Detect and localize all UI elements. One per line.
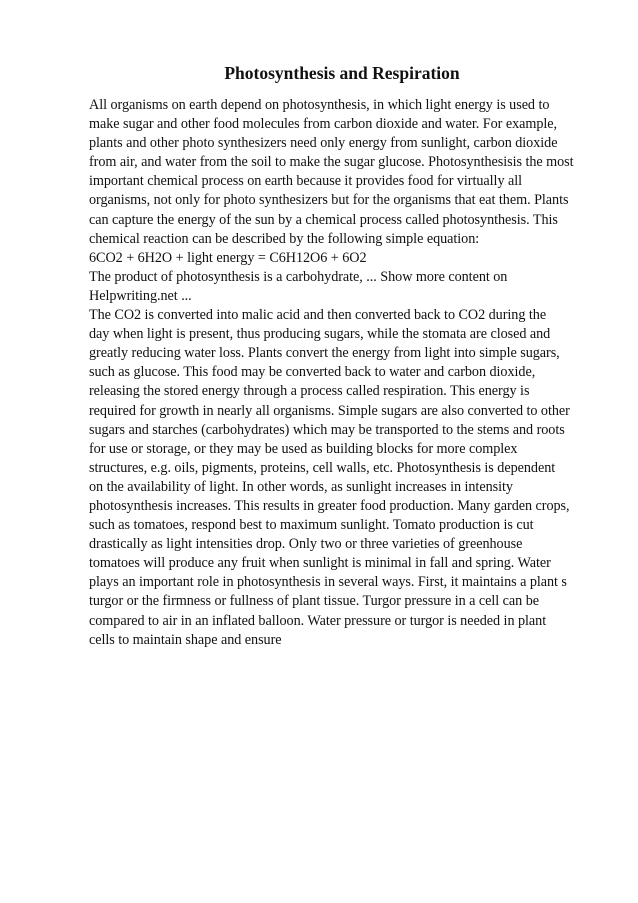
body-line: greatly reducing water loss. Plants convert the energy from light into simple sugars,: [89, 345, 560, 362]
body-line: plays an important role in photosynthesis in several ways. First, it maintains a plant s: [89, 574, 567, 591]
body-line: structures, e.g. oils, pigments, proteins, cell walls, etc. Photosynthesis is dependent: [89, 459, 556, 476]
body-line: All organisms on earth depend on photosynthesis, in which light energy is used to: [89, 97, 550, 113]
equation-line: 6CO2 + 6H2O + light energy = C6H12O6 + 6O2: [89, 249, 367, 266]
body-line: required for growth in nearly all organisms. Simple sugars are also converted to other: [89, 402, 570, 419]
body-line: photosynthesis increases. This results in greater food production. Many garden crops,: [89, 497, 570, 514]
body-line: day when light is present, thus producing sugars, while the stomata are closed and: [89, 326, 551, 343]
body-line: such as tomatoes, respond best to maximum sunlight. Tomato production is cut: [89, 517, 534, 534]
body-line: make sugar and other food molecules from carbon dioxide and water. For example,: [89, 116, 558, 133]
body-line: tomatoes will produce any fruit when sunlight is minimal in fall and spring. Water: [89, 555, 551, 572]
body-line: turgor or the firmness or fullness of plant tissue. Turgor pressure in a cell can be: [89, 593, 539, 610]
body-line: compared to air in an inflated balloon. Water pressure or turgor is needed in plant: [89, 612, 547, 629]
body-line: from air, and water from the soil to make the sugar glucose. Photosynthesisis the most: [89, 154, 574, 171]
body-line: chemical reaction can be described by the following simple equation:: [89, 230, 480, 247]
body-line: plants and other photo synthesizers need only energy from sunlight, carbon dioxide: [89, 135, 558, 152]
document-body: [89, 96, 609, 650]
body-line: important chemical process on earth because it provides food for virtually all: [89, 173, 523, 190]
body-line: such as glucose. This food may be converted back to water and carbon dioxide,: [89, 364, 536, 381]
body-line: drastically as light intensities drop. Only two or three varieties of greenhouse: [89, 536, 523, 553]
body-line: organisms, not only for photo synthesizers but for the organisms that eat them. Plants: [89, 192, 569, 209]
body-line: on the availability of light. In other words, as sunlight increases in intensity: [89, 478, 513, 495]
body-line: releasing the stored energy through a process called respiration. This energy is: [89, 383, 530, 400]
body-line: can capture the energy of the sun by a chemical process called photosynthesis. This: [89, 211, 558, 228]
document-title: Photosynthesis and Respiration: [224, 63, 460, 83]
body-line: for use or storage, or they may be used as building blocks for more complex: [89, 440, 518, 457]
body-line: The CO2 is converted into malic acid and then converted back to CO2 during the: [89, 307, 547, 324]
source-line: Helpwriting.net ...: [89, 287, 192, 304]
body-line: sugars and starches (carbohydrates) which may be transported to the stems and roots: [89, 421, 565, 438]
body-line: cells to maintain shape and ensure: [89, 631, 282, 648]
body-line: The product of photosynthesis is a carbohydrate, ... Show more content on: [89, 268, 508, 285]
